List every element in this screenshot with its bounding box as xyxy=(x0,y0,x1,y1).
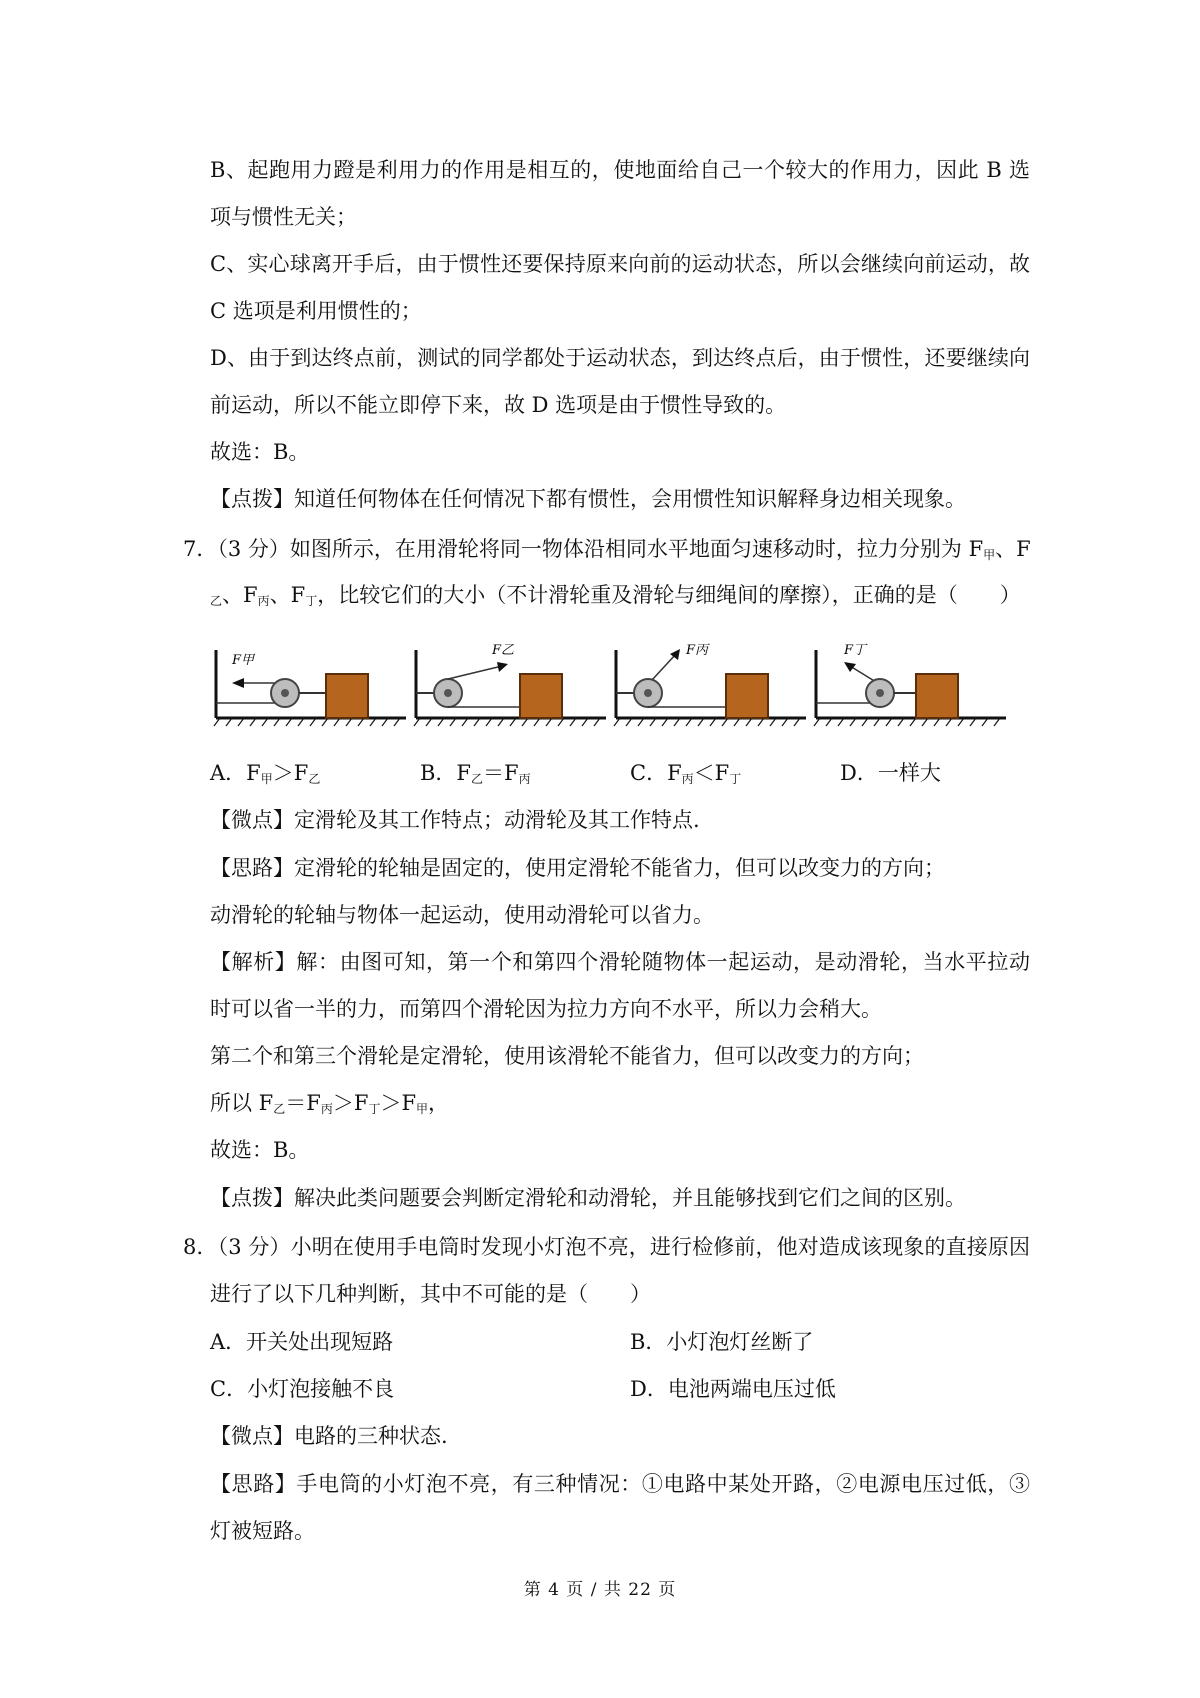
q8-point: 【微点】电路的三种状态. xyxy=(210,1424,448,1448)
pulley-figures xyxy=(210,640,1040,730)
q7-idea-line2: 动滑轮的轮轴与物体一起运动，使用动滑轮可以省力。 xyxy=(210,903,714,927)
q7-option-a: A．$F_甲>F_乙$ xyxy=(210,761,321,786)
q8-idea-line2: 灯被短路。 xyxy=(210,1519,315,1543)
q8-stem-line1: 8．（3 分）小明在使用手电筒时发现小灯泡不亮，进行检修前，他对造成该现象的直接原因 xyxy=(183,1235,1030,1259)
q8-option-b: B．小灯泡灯丝断了 xyxy=(630,1330,814,1354)
fig4-label: F丁 xyxy=(844,643,867,658)
pulley-figure-4 xyxy=(810,640,1010,730)
q7-stem-line2: $_乙$、$F_丙$、$F_丁$，比较它们的大小（不计滑轮重及滑轮与细绳间的摩擦），正确的是（ ） xyxy=(210,583,1021,608)
pulley-figure-3 xyxy=(610,640,810,730)
prev-d-line1: D、由于到达终点前，测试的同学都处于运动状态，到达终点后，由于惯性，还要继续向 xyxy=(210,346,1030,370)
q7-solution-line4: 所以 $F_乙=F_丙>F_丁>F_甲$， xyxy=(210,1091,450,1116)
q7-stem-line1: 7．（3 分）如图所示，在用滑轮将同一物体沿相同水平地面匀速移动时，拉力分别为 $F_甲$、F xyxy=(183,537,1031,562)
page-footer: 第 4 页 / 共 22 页 xyxy=(523,1580,677,1600)
q7-point: 【微点】定滑轮及其工作特点；动滑轮及其工作特点. xyxy=(210,808,700,832)
q7-tip: 【点拨】解决此类问题要会判断定滑轮和动滑轮，并且能够找到它们之间的区别。 xyxy=(210,1186,966,1210)
prev-b-line1: B、起跑用力蹬是利用力的作用是相互的，使地面给自己一个较大的作用力，因此 B 选 xyxy=(210,158,1030,182)
q7-option-d: D．一样大 xyxy=(840,761,941,785)
prev-answer: 故选：B。 xyxy=(210,440,310,464)
prev-b-line2: 项与惯性无关； xyxy=(210,205,357,229)
q7-option-b: B．$F_乙=F_丙$ xyxy=(420,761,531,786)
q8-stem-line2: 进行了以下几种判断，其中不可能的是（ ） xyxy=(210,1282,651,1306)
prev-tip: 【点拨】知道任何物体在任何情况下都有惯性，会用惯性知识解释身边相关现象。 xyxy=(210,487,966,511)
fig3-label: F丙 xyxy=(686,643,709,658)
prev-c-line1: C、实心球离开手后，由于惯性还要保持原来向前的运动状态，所以会继续向前运动，故 xyxy=(210,252,1030,276)
q7-idea-line1: 【思路】定滑轮的轮轴是固定的，使用定滑轮不能省力，但可以改变力的方向； xyxy=(210,856,945,880)
q8-option-d: D．电池两端电压过低 xyxy=(630,1377,836,1401)
q8-option-c: C．小灯泡接触不良 xyxy=(210,1377,395,1401)
q7-solution-line3: 第二个和第三个滑轮是定滑轮，使用该滑轮不能省力，但可以改变力的方向； xyxy=(210,1044,924,1068)
prev-d-line2: 前运动，所以不能立即停下来，故 D 选项是由于惯性导致的。 xyxy=(210,393,787,417)
q8-option-a: A．开关处出现短路 xyxy=(210,1330,394,1354)
fig1-label: F甲 xyxy=(232,653,255,668)
pulley-figure-1 xyxy=(210,640,410,730)
q7-option-c: C．$F_丙<F_丁$ xyxy=(630,761,742,786)
pulley-figure-2 xyxy=(410,640,610,730)
q8-idea-line1: 【思路】手电筒的小灯泡不亮，有三种情况：①电路中某处开路，②电源电压过低，③ xyxy=(210,1472,1030,1496)
q7-solution-line2: 时可以省一半的力，而第四个滑轮因为拉力方向不水平，所以力会稍大。 xyxy=(210,997,882,1021)
q7-answer: 故选：B。 xyxy=(210,1138,310,1162)
prev-c-line2: C 选项是利用惯性的； xyxy=(210,299,422,323)
q7-solution-line1: 【解析】解：由图可知，第一个和第四个滑轮随物体一起运动，是动滑轮，当水平拉动 xyxy=(210,950,1030,974)
fig2-label: F乙 xyxy=(492,643,515,658)
